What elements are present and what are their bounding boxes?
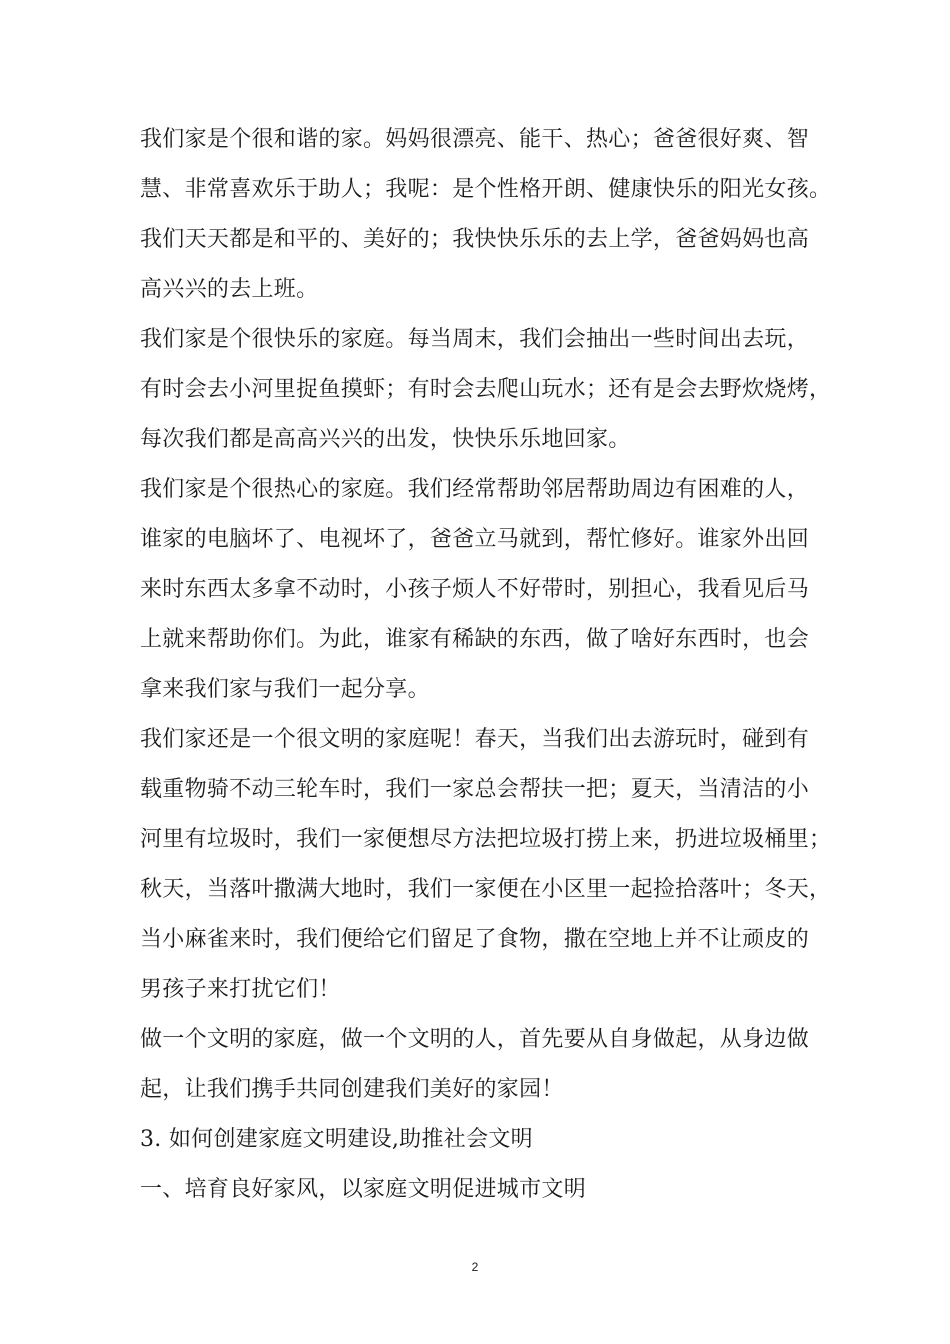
text-line: 做一个文明的家庭，做一个文明的人，首先要从自身做起，从身边做 <box>140 1027 810 1052</box>
text-line: 高兴兴的去上班。 <box>140 277 319 302</box>
text-line: 有时会去小河里捉鱼摸虾；有时会去爬山玩水；还有是会去野炊烧烤， <box>140 377 832 402</box>
text-line: 载重物骑不动三轮车时，我们一家总会帮扶一把；夏天，当清洁的小 <box>140 777 810 802</box>
text-line: 起，让我们携手共同创建我们美好的家园！ <box>140 1077 564 1102</box>
page-number: 2 <box>471 1260 479 1274</box>
text-line: 每次我们都是高高兴兴的出发，快快乐乐地回家。 <box>140 427 631 452</box>
text-line: 我们天天都是和平的、美好的；我快快乐乐的去上学，爸爸妈妈也高 <box>140 227 810 252</box>
text-line: 来时东西太多拿不动时，小孩子烦人不好带时，别担心，我看见后马 <box>140 577 810 602</box>
text-line: 慧、非常喜欢乐于助人；我呢：是个性格开朗、健康快乐的阳光女孩。 <box>140 177 832 202</box>
text-line: 我们家还是一个很文明的家庭呢！春天，当我们出去游玩时，碰到有 <box>140 727 810 752</box>
section-heading: 3. 如何创建家庭文明建设,助推社会文明 <box>140 1127 533 1152</box>
text-line: 我们家是个很快乐的家庭。每当周末，我们会抽出一些时间出去玩， <box>140 327 810 352</box>
text-line: 我们家是个很热心的家庭。我们经常帮助邻居帮助周边有困难的人， <box>140 477 810 502</box>
text-line: 当小麻雀来时，我们便给它们留足了食物，撒在空地上并不让顽皮的 <box>140 927 810 952</box>
section-subheading: 一、培育良好家风，以家庭文明促进城市文明 <box>140 1177 587 1202</box>
text-line: 上就来帮助你们。为此，谁家有稀缺的东西，做了啥好东西时，也会 <box>140 627 810 652</box>
text-line: 拿来我们家与我们一起分享。 <box>140 677 430 702</box>
text-line: 谁家的电脑坏了、电视坏了，爸爸立马就到，帮忙修好。谁家外出回 <box>140 527 810 552</box>
text-line: 秋天，当落叶撒满大地时，我们一家便在小区里一起捡拾落叶；冬天， <box>140 877 832 902</box>
text-line: 我们家是个很和谐的家。妈妈很漂亮、能干、热心；爸爸很好爽、智 <box>140 127 810 152</box>
text-line: 河里有垃圾时，我们一家便想尽方法把垃圾打捞上来，扔进垃圾桶里； <box>140 827 832 852</box>
text-line: 男孩子来打扰它们！ <box>140 977 341 1002</box>
